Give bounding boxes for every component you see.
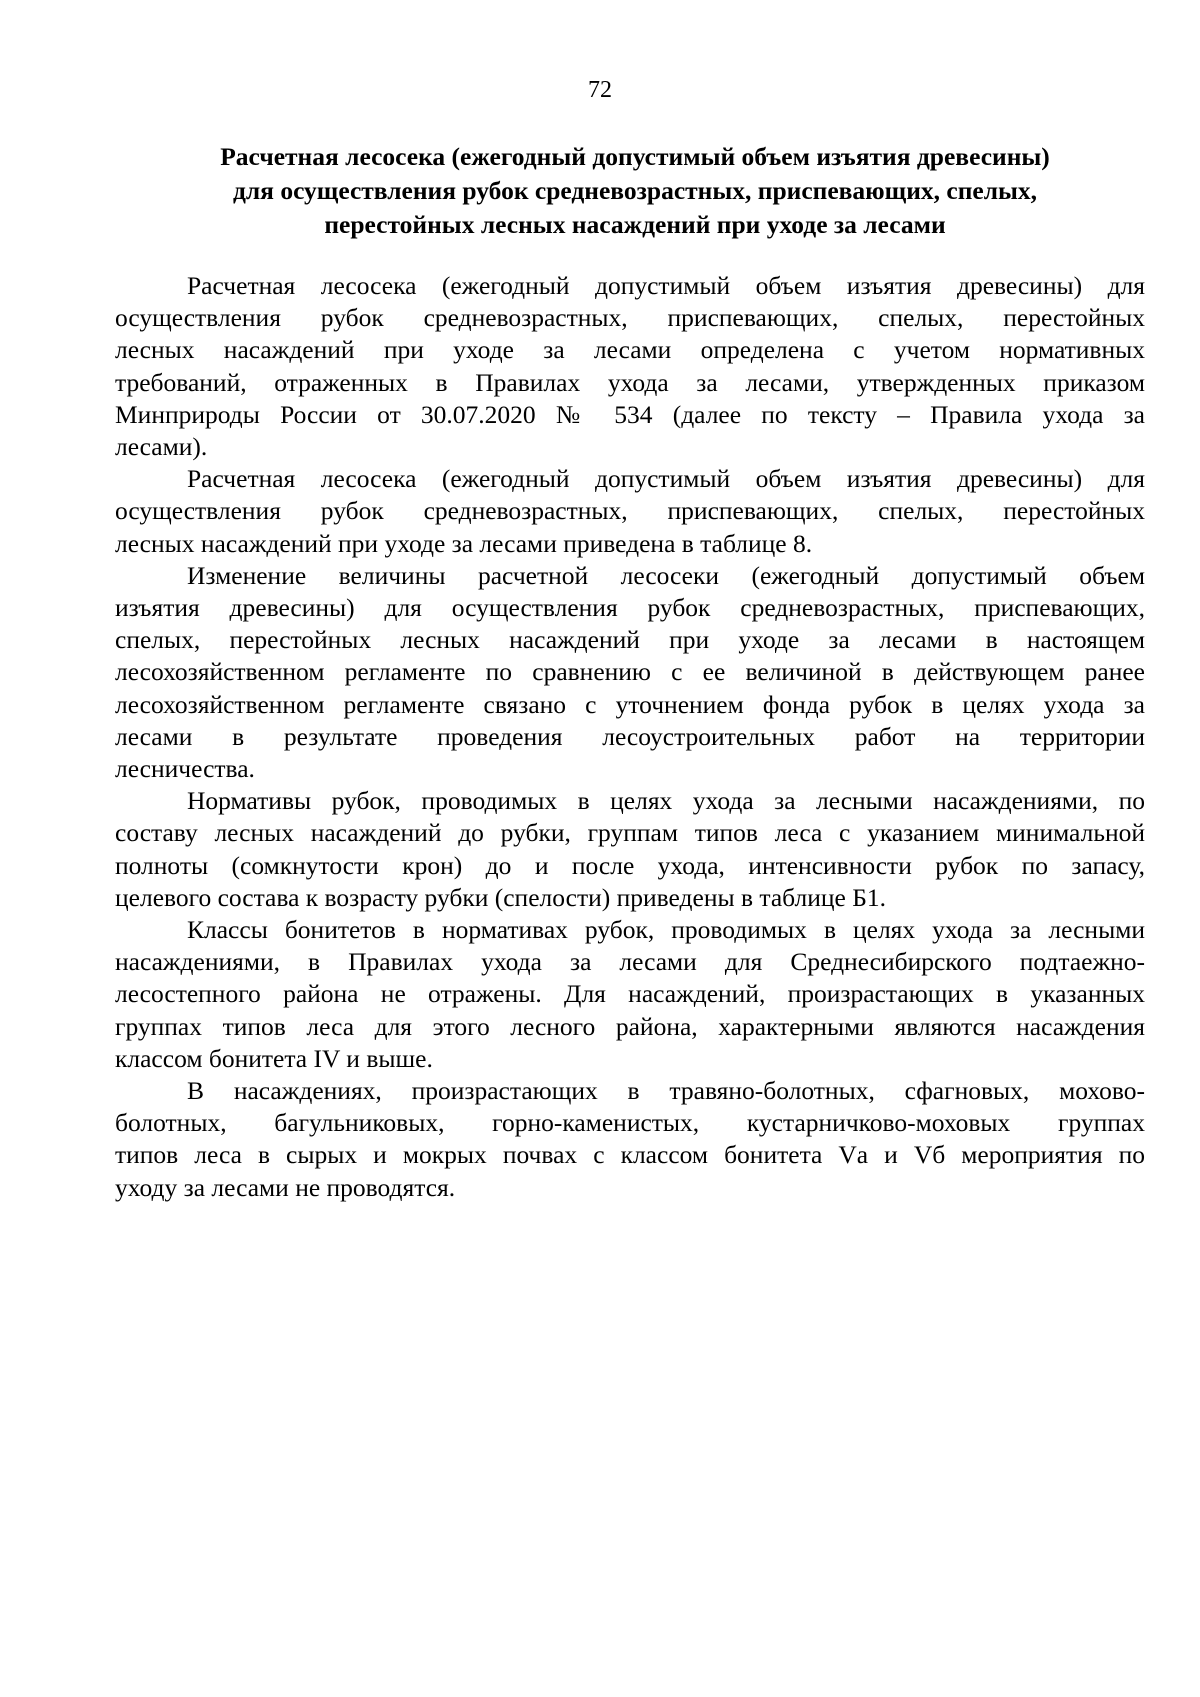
paragraph-1 — [115, 270, 1145, 463]
text-line: осуществления рубок средневозрастных, приспевающих, спелых, перестойных — [115, 303, 1145, 333]
section-heading — [160, 140, 1110, 242]
text-line: полноты (сомкнутости крон) до и после ухода, интенсивности рубок по запасу, — [115, 850, 1145, 880]
text-line: Нормативы рубок, проводимых в целях ухода за лесными насаждениями, по — [187, 786, 1145, 816]
text-line: лесничества. — [115, 754, 255, 784]
paragraph-4 — [115, 785, 1145, 914]
text-line: лесохозяйственном регламенте связано с уточнением фонда рубок в целях ухода за — [115, 689, 1145, 719]
paragraph-2 — [115, 463, 1145, 560]
text-line: насаждениями, в Правилах ухода за лесами для Среднесибирского подтаежно- — [115, 947, 1145, 977]
text-line: лесостепного района не отражены. Для насаждений, произрастающих в указанных — [115, 979, 1145, 1009]
text-line: лесохозяйственном регламенте по сравнению с ее величиной в действующем ранее — [115, 657, 1145, 687]
text-line: осуществления рубок средневозрастных, приспевающих, спелых, перестойных — [115, 496, 1145, 526]
text-line: Минприроды России от 30.07.2020 № 534 (далее по тексту – Правила ухода за — [115, 399, 1145, 429]
text-line: уходу за лесами не проводятся. — [115, 1172, 456, 1202]
text-line: типов леса в сырых и мокрых почвах с классом бонитета Vа и Vб мероприятия по — [115, 1140, 1145, 1170]
heading-line: для осуществления рубок средневозрастных, приспевающих, спелых, — [232, 176, 1038, 205]
text-line: Расчетная лесосека (ежегодный допустимый объем изъятия древесины) для — [187, 271, 1145, 300]
text-line: Изменение величины расчетной лесосеки (ежегодный допустимый объем — [187, 560, 1145, 590]
text-line: лесами в результате проведения лесоустроительных работ на территории — [115, 721, 1145, 751]
text-line: требований, отраженных в Правилах ухода за лесами, утвержденных приказом — [115, 367, 1145, 397]
text-line: составу лесных насаждений до рубки, группам типов леса с указанием минимальной — [115, 818, 1145, 848]
heading-line: перестойных лесных насаждений при уходе за лесами — [324, 210, 946, 239]
text-line: группах типов леса для этого лесного района, характерными являются насаждения — [115, 1011, 1145, 1041]
paragraph-6 — [115, 1075, 1145, 1204]
text-line: Классы бонитетов в нормативах рубок, проводимых в целях ухода за лесными — [187, 915, 1145, 945]
text-line: Расчетная лесосека (ежегодный допустимый объем изъятия древесины) для — [187, 464, 1145, 494]
text-line: лесных насаждений при уходе за лесами определена с учетом нормативных — [115, 335, 1145, 365]
heading-line: Расчетная лесосека (ежегодный допустимый объем изъятия древесины) — [220, 142, 1050, 171]
text-line: изъятия древесины) для осуществления рубок средневозрастных, приспевающих, — [115, 593, 1145, 623]
page-number: 72 — [588, 77, 612, 103]
text-line: лесных насаждений при уходе за лесами приведена в таблице 8. — [115, 528, 813, 558]
text-line: лесами). — [115, 432, 208, 462]
text-line: классом бонитета IV и выше. — [115, 1043, 433, 1073]
document-body — [115, 270, 1145, 1204]
text-line: болотных, багульниковых, горно-каменистых, кустарничково-моховых группах — [115, 1108, 1145, 1138]
paragraph-3 — [115, 560, 1145, 785]
text-line: В насаждениях, произрастающих в травяно-болотных, сфагновых, мохово- — [187, 1076, 1145, 1106]
text-line: целевого состава к возрасту рубки (спелости) приведены в таблице Б1. — [115, 882, 886, 912]
text-line: спелых, перестойных лесных насаждений при уходе за лесами в настоящем — [115, 625, 1145, 655]
paragraph-5 — [115, 914, 1145, 1075]
